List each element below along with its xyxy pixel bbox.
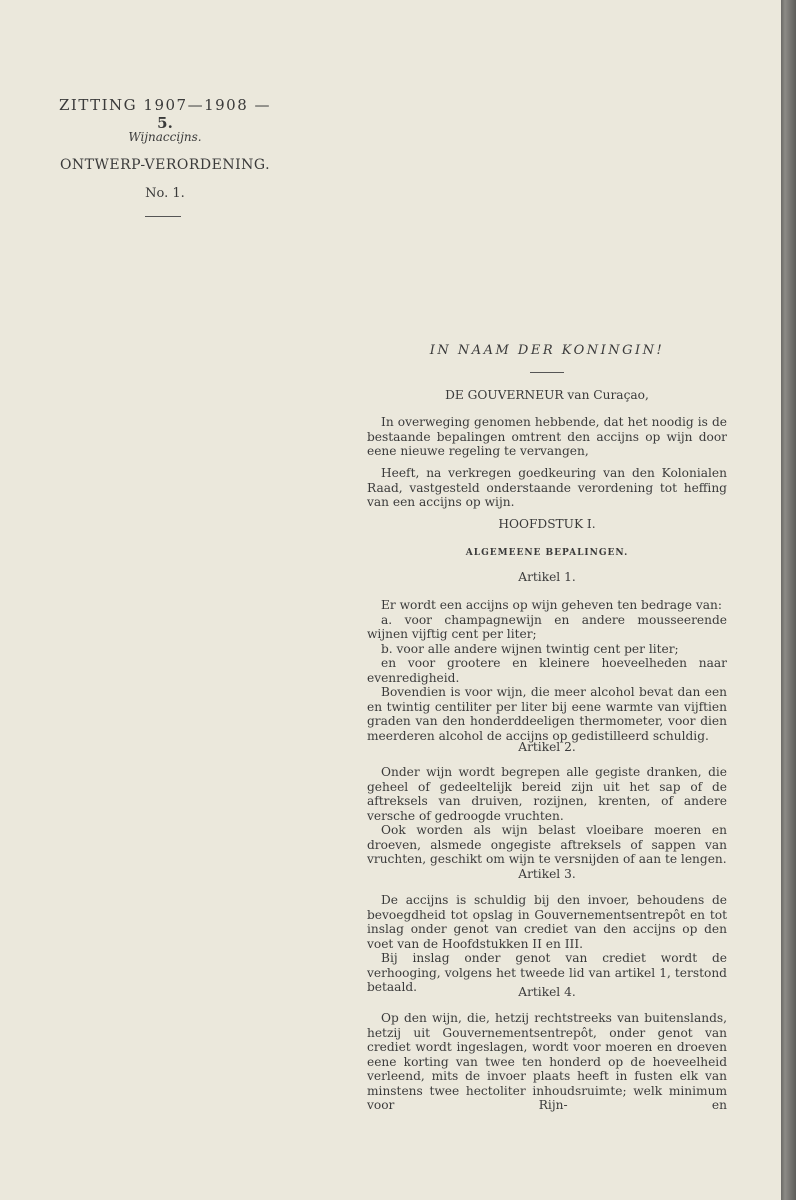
article-heading: Artikel 1.: [518, 570, 576, 584]
article-body: [367, 765, 727, 867]
article-body: [367, 1011, 727, 1113]
article-paragraph: b. voor alle andere wijnen twintig cent per liter;: [381, 641, 679, 656]
article-heading: Artikel 3.: [518, 867, 576, 881]
session-number: 5.: [157, 114, 173, 132]
decree-paragraph: Heeft, na verkregen goedkeuring van den Kolonialen Raad, vastgesteld onderstaande verordening tot heffing van een accijns op wijn.: [367, 466, 727, 509]
article-paragraph: Er wordt een accijns op wijn geheven ten bedrage van:: [381, 598, 722, 612]
article-paragraph: Op den wijn, die, hetzij rechtstreeks van buitenslands, hetzij uit Gouvernementsentrepôt, onder genot van crediet wordt ingeslagen, wordt voor moeren en droeven eene korting van twee ten honderd op de hoeveelheid verleend, mits de invoer plaats heeft in fusten elk van minstens twee hectoliter inhoudsruimte; welk minimum voor Rijn- en: [367, 1011, 727, 1112]
article-heading: Artikel 4.: [518, 985, 576, 999]
governor-line: DE GOUVERNEUR van Curaçao,: [445, 388, 649, 402]
session-title: ZITTING 1907—1908 —: [58, 96, 272, 114]
invocation-divider: [530, 372, 564, 373]
article-body: [367, 598, 727, 743]
article-paragraph: a. voor champagnewijn en andere mousseerende wijnen vijftig cent per liter;: [367, 612, 727, 641]
article-paragraph: Ook worden als wijn belast vloeibare moeren en droeven, alsmede ongegiste aftreksels of sappen van vruchten, geschikt om wijn te versnijden of aan te lengen.: [367, 823, 727, 866]
document-type: ONTWERP-VERORDENING.: [59, 157, 271, 173]
article-paragraph: Bovendien is voor wijn, die meer alcohol bevat dan een en twintig centiliter per liter bij eene warmte van vijftien graden van den honderddeeligen thermometer, voor dien meerderen alcohol de accijns op gedistilleerd schuldig.: [367, 685, 727, 743]
chapter-subtitle: ALGEMEENE BEPALINGEN.: [465, 548, 629, 558]
subject-line: Wijnaccijns.: [128, 130, 202, 144]
article-paragraph: en voor grootere en kleinere hoeveelheden naar evenredigheid.: [367, 656, 727, 685]
article-paragraph: Onder wijn wordt begrepen alle gegiste dranken, die geheel of gedeeltelijk bereid zijn uit het sap of de aftreksels van druiven, rozijnen, krenten, of andere versche of gedroogde vruchten.: [367, 765, 727, 823]
header-divider: [145, 216, 181, 217]
consideration-paragraph: In overweging genomen hebbende, dat het noodig is de bestaande bepalingen omtrent den accijns op wijn door eene nieuwe regeling te vervangen,: [367, 415, 727, 458]
document-number: No. 1.: [145, 186, 185, 201]
session-header: [55, 96, 275, 132]
page-edge-shadow: [781, 0, 796, 1200]
article-paragraph: Bij inslag onder genot van crediet wordt de verhooging, volgens het tweede lid van artikel 1, terstond betaald.: [367, 951, 727, 994]
article-heading: Artikel 2.: [518, 740, 576, 754]
article-paragraph: De accijns is schuldig bij den invoer, behoudens de bevoegdheid tot opslag in Gouvernementsentrepôt en tot inslag onder genot van crediet van den accijns op den voet van de Hoofdstukken II en III.: [367, 893, 727, 951]
article-body: [367, 893, 727, 995]
invocation: IN NAAM DER KONINGIN!: [429, 343, 665, 358]
chapter-title: HOOFDSTUK I.: [498, 517, 596, 531]
